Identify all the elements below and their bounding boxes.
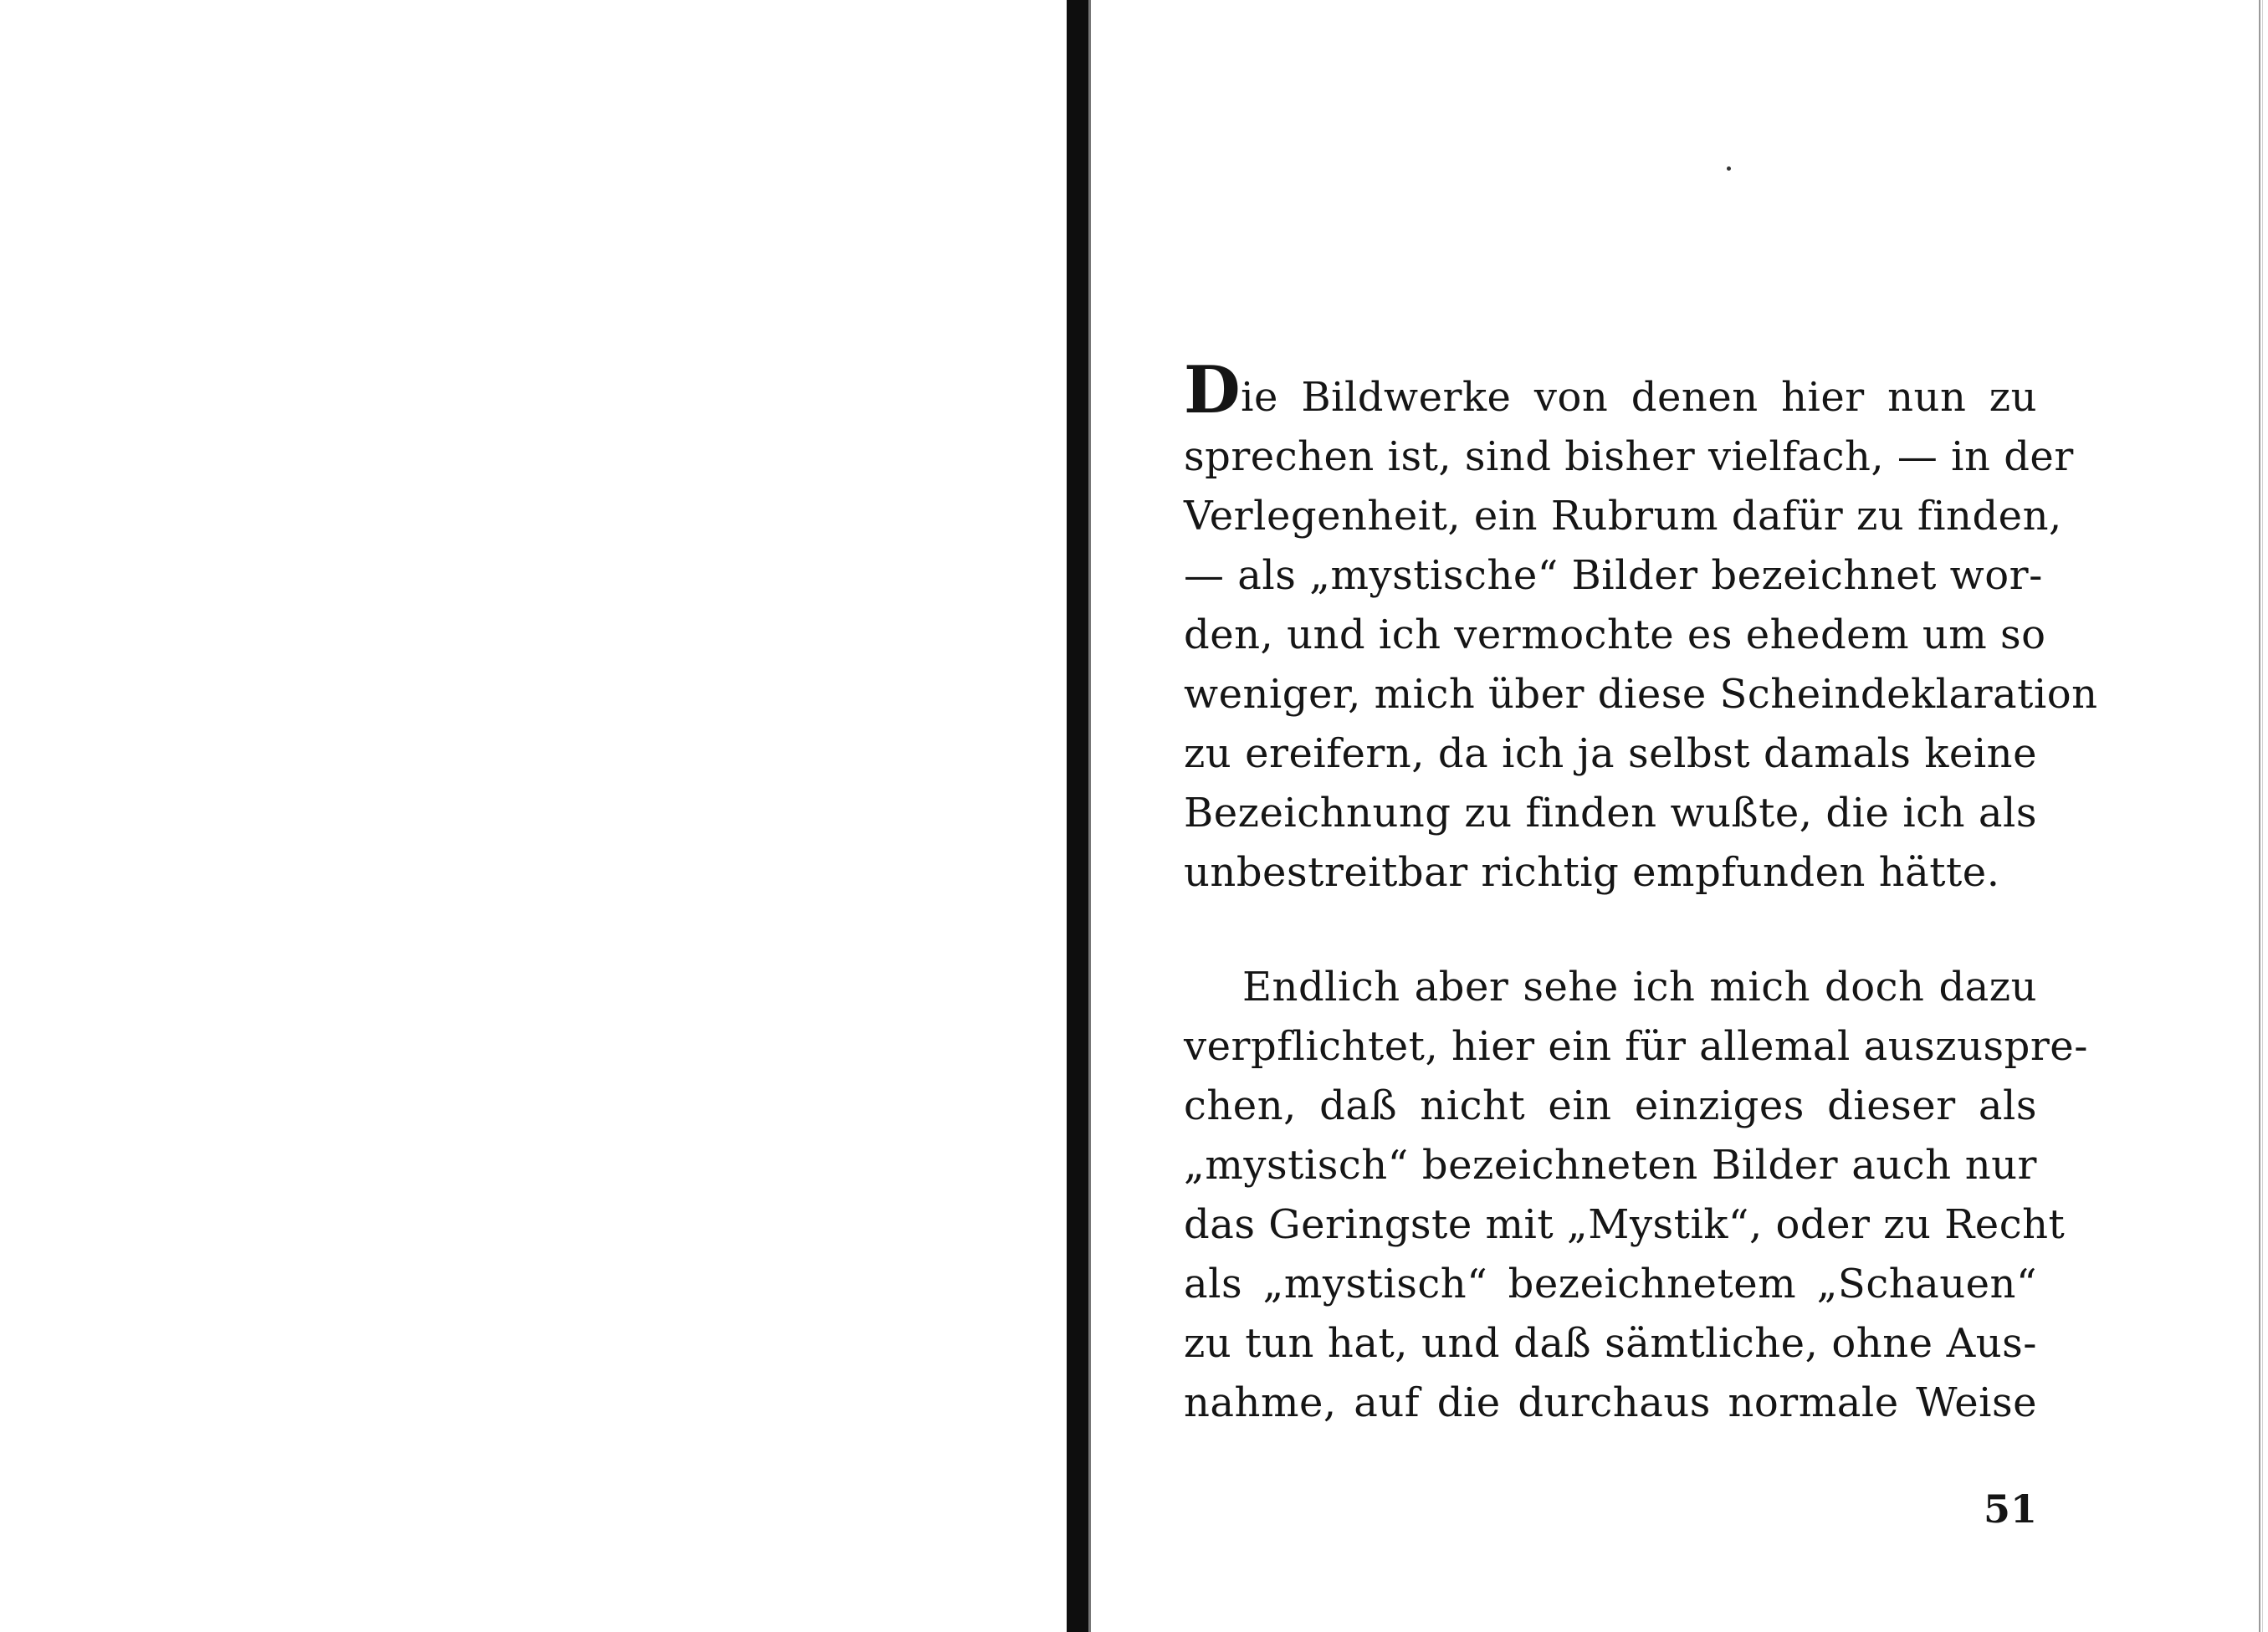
dust-speck	[1727, 166, 1731, 171]
text-line: Verlegenheit, ein Rubrum dafür zu finden,	[1184, 493, 2062, 540]
text-line: „mystisch“ bezeichneten Bilder auch nur	[1184, 1142, 2037, 1189]
text-line: zu tun hat, und daß sämtliche, ohne Aus-	[1184, 1320, 2037, 1367]
text-line: — als „mystische“ Bilder bezeichnet wor-	[1184, 552, 2043, 599]
paragraph-2	[1184, 958, 2088, 1433]
text-line: zu ereifern, da ich ja selbst damals keine	[1184, 730, 2037, 777]
text-line: weniger, mich über diese Scheindeklaration	[1184, 671, 2098, 718]
text-line: das Geringste mit „Mystik“, oder zu Recht	[1184, 1201, 2066, 1248]
text-line: Endlich aber sehe ich mich doch dazu	[1242, 964, 2037, 1010]
body-text	[1184, 352, 2098, 1433]
text-line: chen, daß nicht ein einziges dieser als	[1184, 1082, 2037, 1129]
right-page-edge-inner	[2262, 0, 2263, 1632]
page-number: 51	[1983, 1486, 2037, 1532]
text-line-content: ie Bildwerke von denen hier nun zu	[1241, 374, 2037, 421]
left-page-blank	[0, 0, 1067, 1632]
book-gutter-shadow	[1067, 0, 1088, 1632]
text-line: nahme, auf die durchaus normale Weise	[1184, 1379, 2037, 1426]
book-gutter-edge	[1088, 0, 1091, 1632]
text-line: Bezeichnung zu finden wußte, die ich als	[1184, 790, 2037, 836]
text-line: unbestreitbar richtig empfunden hätte.	[1184, 849, 2000, 896]
text-line	[1184, 352, 2037, 428]
drop-cap: D	[1184, 352, 1242, 428]
paragraph-1	[1184, 352, 2098, 903]
text-line: verpflichtet, hier ein für allemal auszuspre-	[1184, 1023, 2088, 1070]
text-line: als „mystisch“ bezeichnetem „Schauen“	[1184, 1261, 2037, 1307]
right-page-edge	[2259, 0, 2260, 1632]
text-line: den, und ich vermochte es ehedem um so	[1184, 611, 2046, 658]
text-line: sprechen ist, sind bisher vielfach, — in der	[1184, 433, 2074, 480]
